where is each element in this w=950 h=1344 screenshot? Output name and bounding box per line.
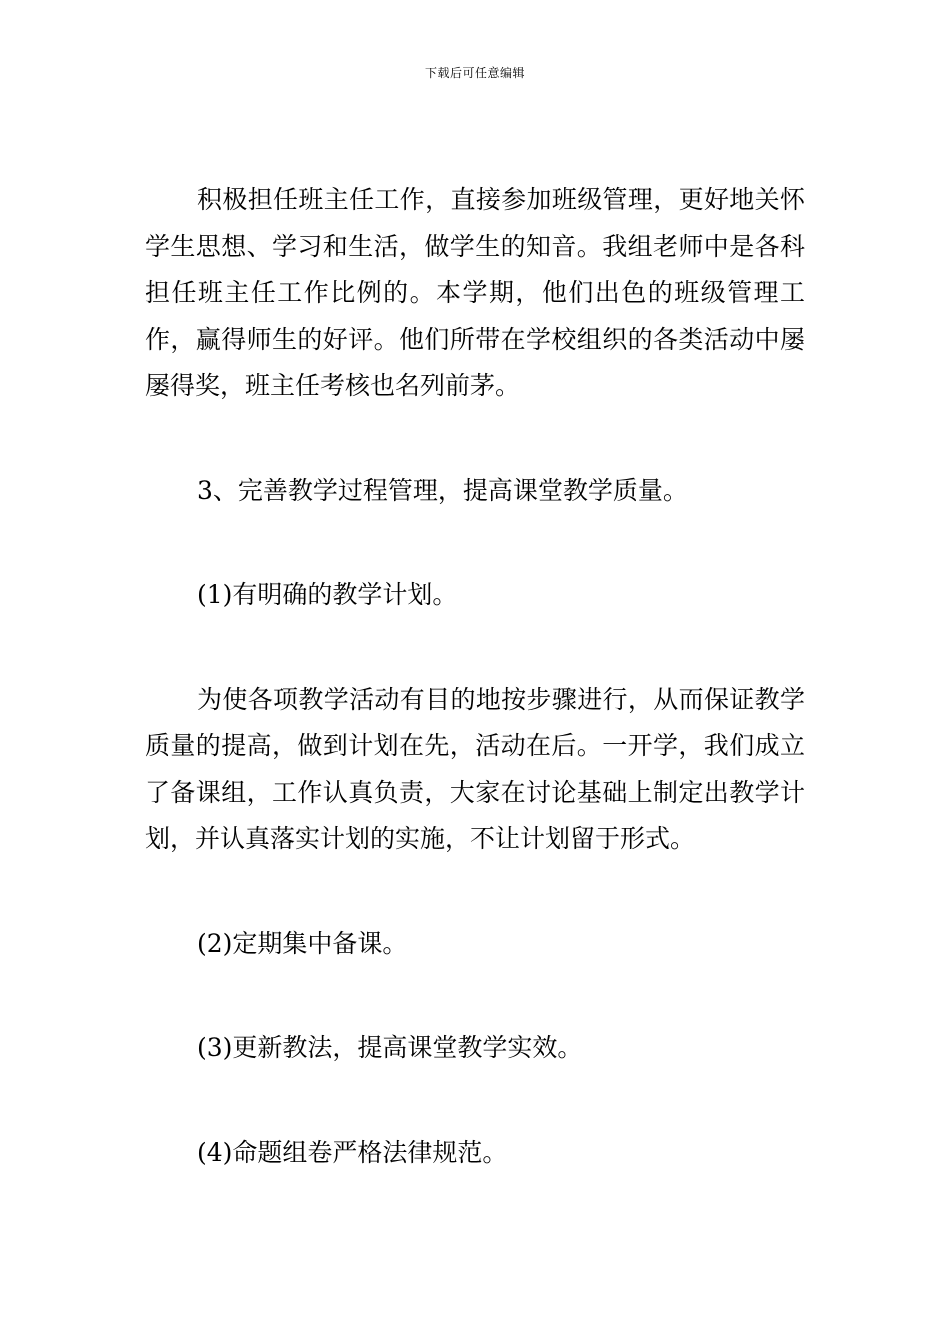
paragraph-class-teacher-work: 积极担任班主任工作，直接参加班级管理，更好地关怀学生思想、学习和生活，做学生的知音。我组老师中是各科担任班主任工作比例的。本学期，他们出色的班级管理工作，赢得师生的好评。他们所带在学校组织的各类活动中屡屡得奖，班主任考核也名列前茅。 xyxy=(145,185,805,400)
list-item-teaching-plan: (1)有明确的教学计划。 xyxy=(197,580,458,609)
page-header: 下载后可任意编辑 xyxy=(424,66,525,80)
list-item-lesson-preparation: (2)定期集中备课。 xyxy=(197,928,408,958)
paragraph-teaching-plan-detail: 为使各项教学活动有目的地按步骤进行，从而保证教学质量的提高，做到计划在先，活动在后。一开学，我们成立了备课组，工作认真负责，大家在讨论基础上制定出教学计划，并认真落实计划的实施，不让计划留于形式。 xyxy=(145,684,805,853)
list-item-teaching-methods: (3)更新教法，提高课堂教学实效。 xyxy=(197,1033,583,1062)
section-heading-teaching-process: 3、完善教学过程管理，提高课堂教学质量。 xyxy=(197,475,688,505)
document-body xyxy=(145,177,805,1176)
list-item-exam-design: (4)命题组卷严格法律规范。 xyxy=(197,1137,508,1167)
